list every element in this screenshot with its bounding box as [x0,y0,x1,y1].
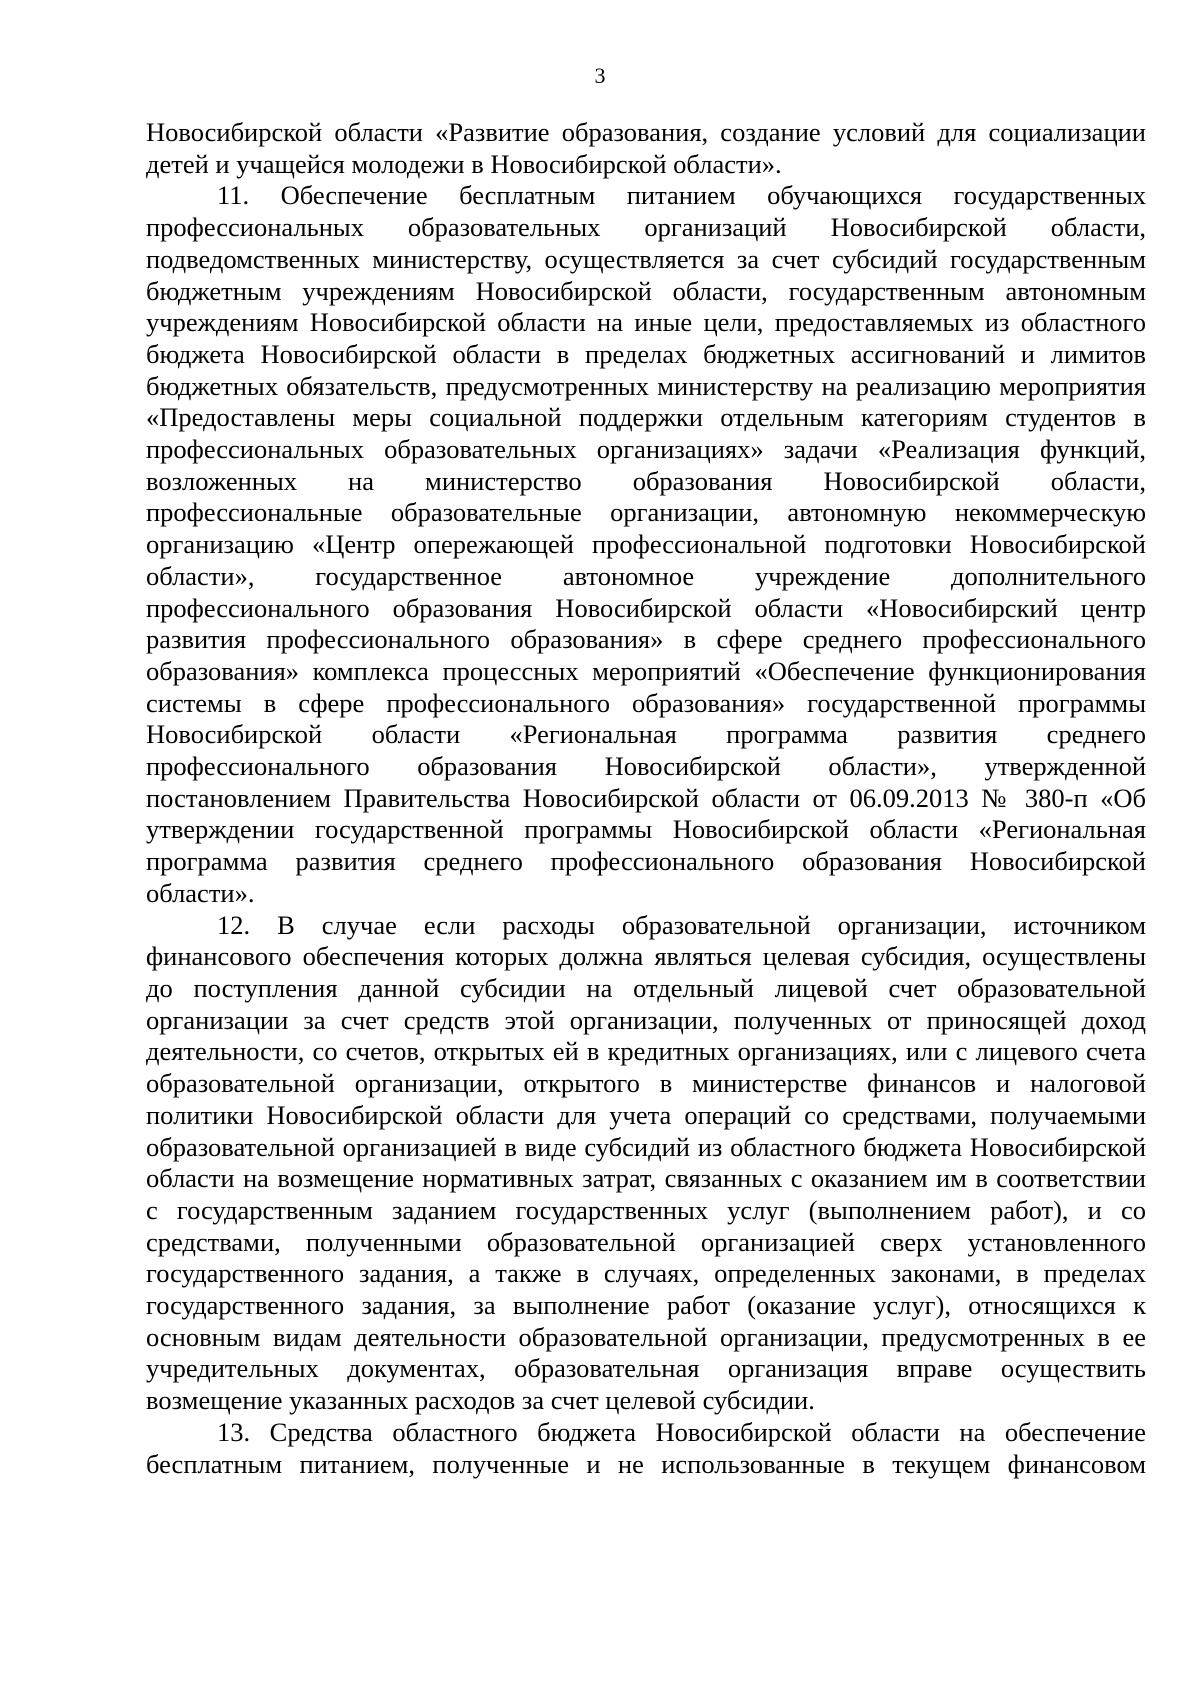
paragraph-continuation: Новосибирской области «Развитие образования, создание условий для социализации детей и учащейся молодежи в Новосибирской области». [146,117,1146,179]
page-number: 3 [594,63,606,88]
paragraph-12: 12. В случае если расходы образовательной организации, источником финансового обеспечения которых должна являться целевая субсидия, осуществлены до поступления данной субсидии на отдельный лицевой счет образовательной организации за счет средств этой организации, полученных от приносящей доход деятельности, со счетов, открытых ей в кредитных организациях, или с лицевого счета образовательной организации, открытого в министерстве финансов и налоговой политики Новосибирской области для учета операций со средствами, получаемыми образовательной организацией в виде субсидий из областного бюджета Новосибирской области на возмещение нормативных затрат, связанных с оказанием им в соответствии с государственным заданием государственных услуг (выполнением работ), и со средствами, полученными образовательной организацией сверх установленного государственного задания, а также в случаях, определенных законами, в пределах государственного задания, за выполнение работ (оказание услуг), относящихся к основным видам деятельности образовательной организации, предусмотренных в ее учредительных документах, образовательная организация вправе осуществить возмещение указанных расходов за счет целевой субсидии. [146,909,1146,1416]
paragraph-11: 11. Обеспечение бесплатным питанием обучающихся государственных профессиональных образовательных организаций Новосибирской области, подведомственных министерству, осуществляется за счет субсидий государственным бюджетным учреждениям Новосибирской области, государственным автономным учреждениям Новосибирской области на иные цели, предоставляемых из областного бюджета Новосибирской области в пределах бюджетных ассигнований и лимитов бюджетных обязательств, предусмотренных министерству на реализацию мероприятия «Предоставлены меры социальной поддержки отдельным категориям студентов в профессиональных образовательных организациях» задачи «Реализация функций, возложенных на министерство образования Новосибирской области, профессиональные образовательные организации, автономную некоммерческую организацию «Центр опережающей профессиональной подготовки Новосибирской области», государственное автономное учреждение дополнительного профессионального образования Новосибирской области «Новосибирский центр развития профессионального образования» в сфере среднего профессионального образования» комплекса процессных мероприятий «Обеспечение функционирования системы в сфере профессионального образования» государственной программы Новосибирской области «Региональная программа развития среднего профессионального образования Новосибирской области», утвержденной постановлением Правительства Новосибирской области от 06.09.2013 № 380-п «Об утверждении государственной программы Новосибирской области «Региональная программа развития среднего профессионального образования Новосибирской области». [146,180,1146,908]
document-body [146,117,1146,1480]
paragraph-13: 13. Средства областного бюджета Новосибирской области на обеспечение бесплатным питанием, полученные и не использованные в текущем финансовом [146,1416,1146,1479]
